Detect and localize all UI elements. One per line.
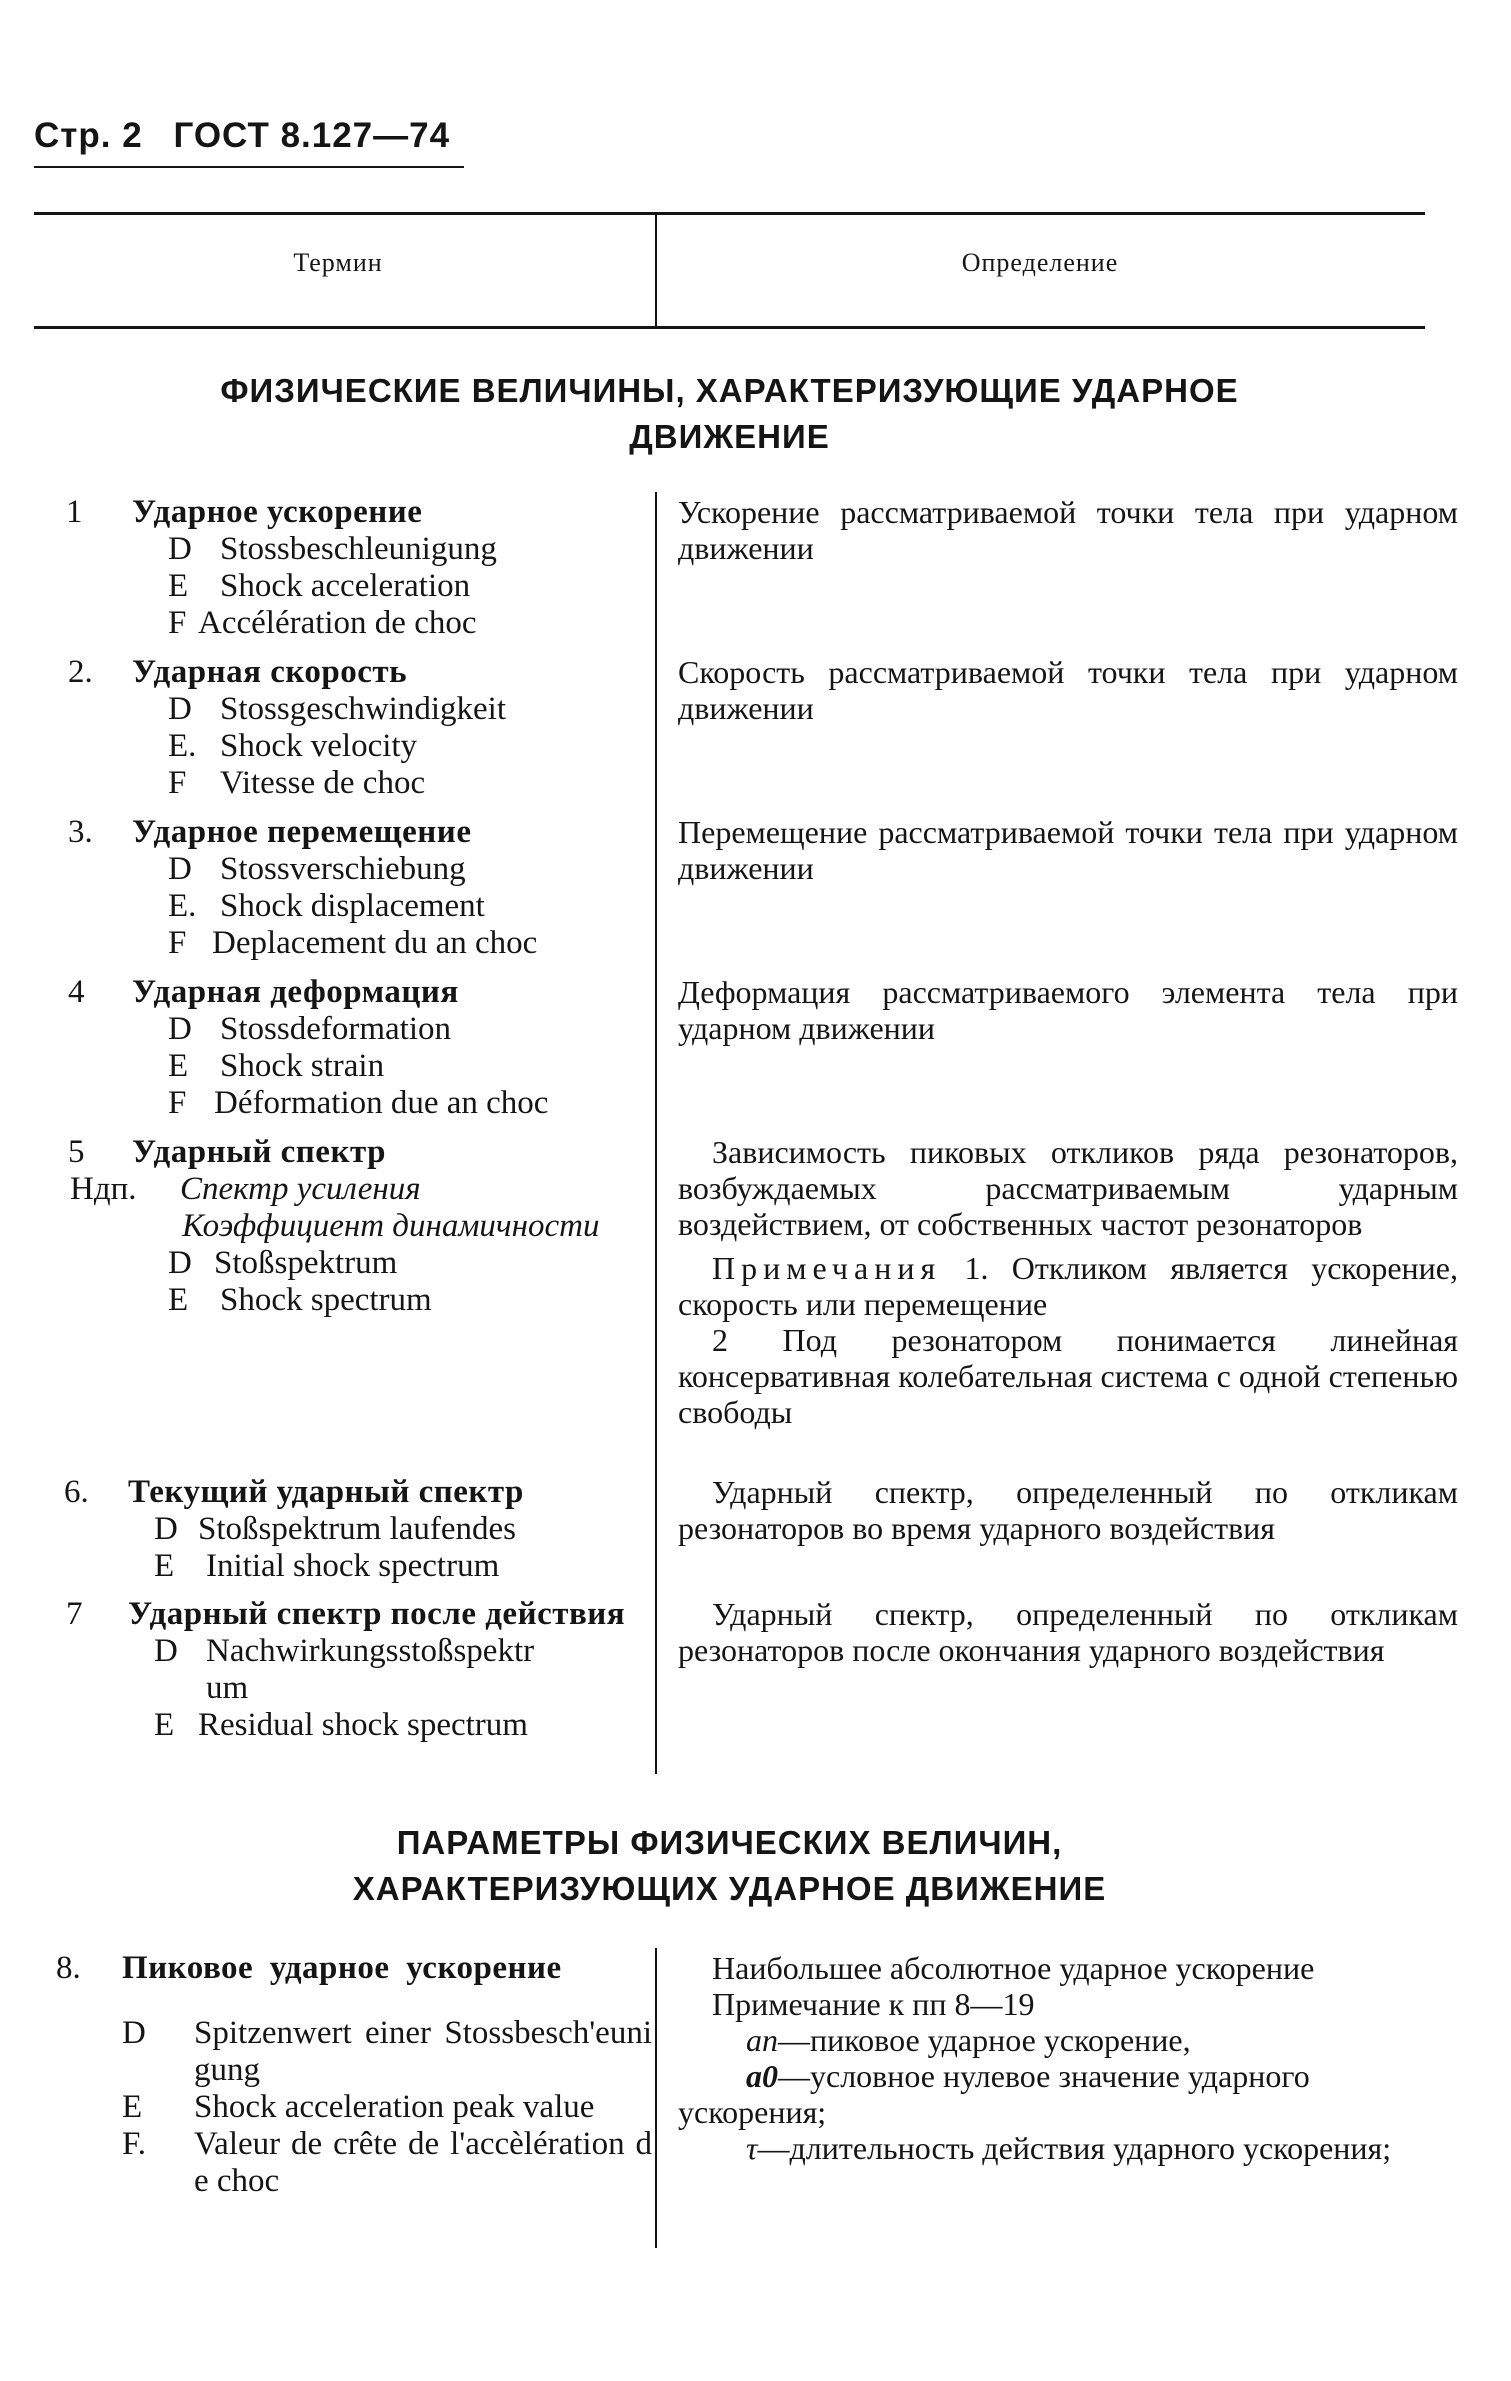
term-name: Ударный спектр после действия: [128, 1596, 626, 1632]
term-equivalent-fr: F Accélération de choc: [168, 605, 477, 641]
term-block: [132, 974, 657, 1122]
ndp-term-1: Спектр усиления: [180, 1171, 421, 1207]
standard-designation: ГОСТ 8.127—74: [173, 116, 451, 155]
term-equivalent-de: D Stossbeschleunigung: [168, 531, 497, 567]
section-heading-line-1: ПАРАМЕТРЫ ФИЗИЧЕСКИХ ВЕЛИЧИН,: [396, 1824, 1063, 1861]
symbol-definition-1: aп—пиковое ударное ускорение,: [746, 2022, 1191, 2058]
term-equivalent-de: D Stossdeformation: [168, 1011, 451, 1047]
term-definition: Ускорение рассматриваемой точки тела при ударном движении: [678, 494, 1458, 566]
term-definition-block: [678, 1950, 1458, 2166]
term-equivalent-en: E Residual shock spectrum: [154, 1707, 528, 1743]
note-title: Примечание к пп 8—19: [712, 1986, 1035, 2022]
term-number: 6.: [64, 1474, 89, 1510]
term-name: Ударная деформация: [132, 974, 459, 1010]
column-header-term: Термин: [293, 248, 383, 277]
term-equivalent-de: D Stoßspektrum laufendes: [154, 1511, 517, 1547]
term-equivalent-en: E Shock acceleration: [168, 568, 471, 604]
symbol-definition-3: τ—длительность действия ударного ускорения;: [746, 2130, 1392, 2166]
page-number: Стр. 2: [34, 116, 143, 155]
term-equivalent-de: D Stoßspektrum: [168, 1245, 398, 1281]
section-heading-parameters: [34, 1820, 1425, 1912]
column-divider-header: [655, 215, 657, 326]
term-definition: Ударный спектр, определенный по откликам резонаторов после окончания ударного воздействия: [678, 1596, 1458, 1668]
term-number: 7: [66, 1596, 83, 1632]
term-note-1: Примечания 1. Откликом является ускорение, скорость или перемещение: [678, 1250, 1459, 1322]
note-title: Примечания: [712, 1250, 942, 1286]
term-equivalent-en: E. Shock velocity: [168, 728, 418, 764]
ndp-label: Ндп.: [70, 1171, 137, 1207]
term-name: Текущий ударный спектр: [128, 1474, 524, 1510]
table-top-rule: [34, 212, 1425, 215]
symbol: a0: [746, 2058, 778, 2094]
term-definition: Ударный спектр, определенный по откликам резонаторов во время ударного воздействия: [678, 1474, 1458, 1546]
term-name: Пиковое ударное ускорение: [122, 1950, 562, 1986]
symbol: aп: [746, 2022, 778, 2058]
symbol-definition-2: a0—условное нулевое значение ударного ускорения;: [678, 2058, 1310, 2130]
term-equivalent-fr: F Déformation due an choc: [168, 1085, 549, 1121]
term-number: 5: [68, 1134, 85, 1170]
term-block: [70, 1134, 657, 1319]
term-name: Ударная скорость: [132, 654, 408, 690]
ndp-term-2: Коэффициент динамичности: [182, 1208, 600, 1244]
term-equivalent-de: D Stossgeschwindigkeit: [168, 691, 506, 727]
column-header-definition: Определение: [961, 248, 1119, 277]
term-equivalent-en: E Shock spectrum: [168, 1282, 432, 1318]
term-equivalent-de: D Stossverschiebung: [168, 851, 466, 887]
column-divider-section2: [655, 1948, 657, 2248]
section-heading-physical-quantities: ФИЗИЧЕСКИЕ ВЕЛИЧИНЫ, ХАРАКТЕРИЗУЮЩИЕ УДАРНОЕ ДВИЖЕНИЕ: [220, 372, 1239, 455]
term-definition: Скорость рассматриваемой точки тела при ударном движении: [678, 654, 1458, 726]
term-definition: Перемещение рассматриваемой точки тела при ударном движении: [678, 814, 1458, 886]
header-underline: [34, 166, 464, 168]
term-block: [128, 1474, 653, 1585]
symbol: τ: [746, 2130, 758, 2166]
term-non-recommended: [70, 1171, 657, 1208]
term-equivalent-en: E Shock strain: [168, 1048, 385, 1084]
term-number: 1: [66, 494, 83, 530]
term-definition-block: [678, 1134, 1458, 1430]
term-equivalent-de: D Spitzenwert einer Stossbesch'eunigung: [122, 2015, 652, 2088]
term-block: [132, 654, 657, 802]
term-equivalent-en: E. Shock displacement: [168, 888, 485, 924]
term-equivalent-fr: F. Valeur de crête de l'accèlération de choc: [122, 2126, 652, 2199]
term-number: 8.: [56, 1950, 81, 1986]
term-equivalent-fr: F Deplacement du an choc: [168, 925, 538, 961]
term-definition: Зависимость пиковых откликов ряда резонаторов, возбуждаемых рассматриваемым ударным воздействием, от собственных частот резонаторов: [678, 1134, 1458, 1242]
term-definition: Деформация рассматриваемого элемента тела при ударном движении: [678, 974, 1458, 1046]
term-note-2: 2 Под резонатором понимается линейная консервативная колебательная система с одной степенью свободы: [678, 1322, 1458, 1430]
term-block: [128, 1596, 653, 1744]
page-header: [34, 116, 470, 156]
term-block: [122, 1950, 652, 2200]
table-header-bottom-rule: [34, 326, 1425, 329]
term-equivalent-en: E Initial shock spectrum: [154, 1548, 500, 1584]
term-name: Ударное перемещение: [132, 814, 472, 850]
term-block: [132, 814, 657, 962]
term-name: Ударный спектр: [132, 1134, 386, 1170]
section-heading-line-2: ХАРАКТЕРИЗУЮЩИХ УДАРНОЕ ДВИЖЕНИЕ: [352, 1870, 1107, 1907]
term-equivalent-fr: F Vitesse de choc: [168, 765, 426, 801]
term-definition: Наибольшее абсолютное ударное ускорение: [712, 1950, 1315, 1986]
term-equivalent-de: D Nachwirkungsstoßspektrum: [154, 1633, 535, 1706]
term-number: 2.: [68, 654, 93, 690]
term-number: 3.: [68, 814, 93, 850]
term-number: 4: [68, 974, 85, 1010]
term-name: Ударное ускорение: [132, 494, 423, 530]
term-block: [132, 494, 657, 642]
term-equivalent-en: E Shock acceleration peak value: [122, 2089, 595, 2125]
